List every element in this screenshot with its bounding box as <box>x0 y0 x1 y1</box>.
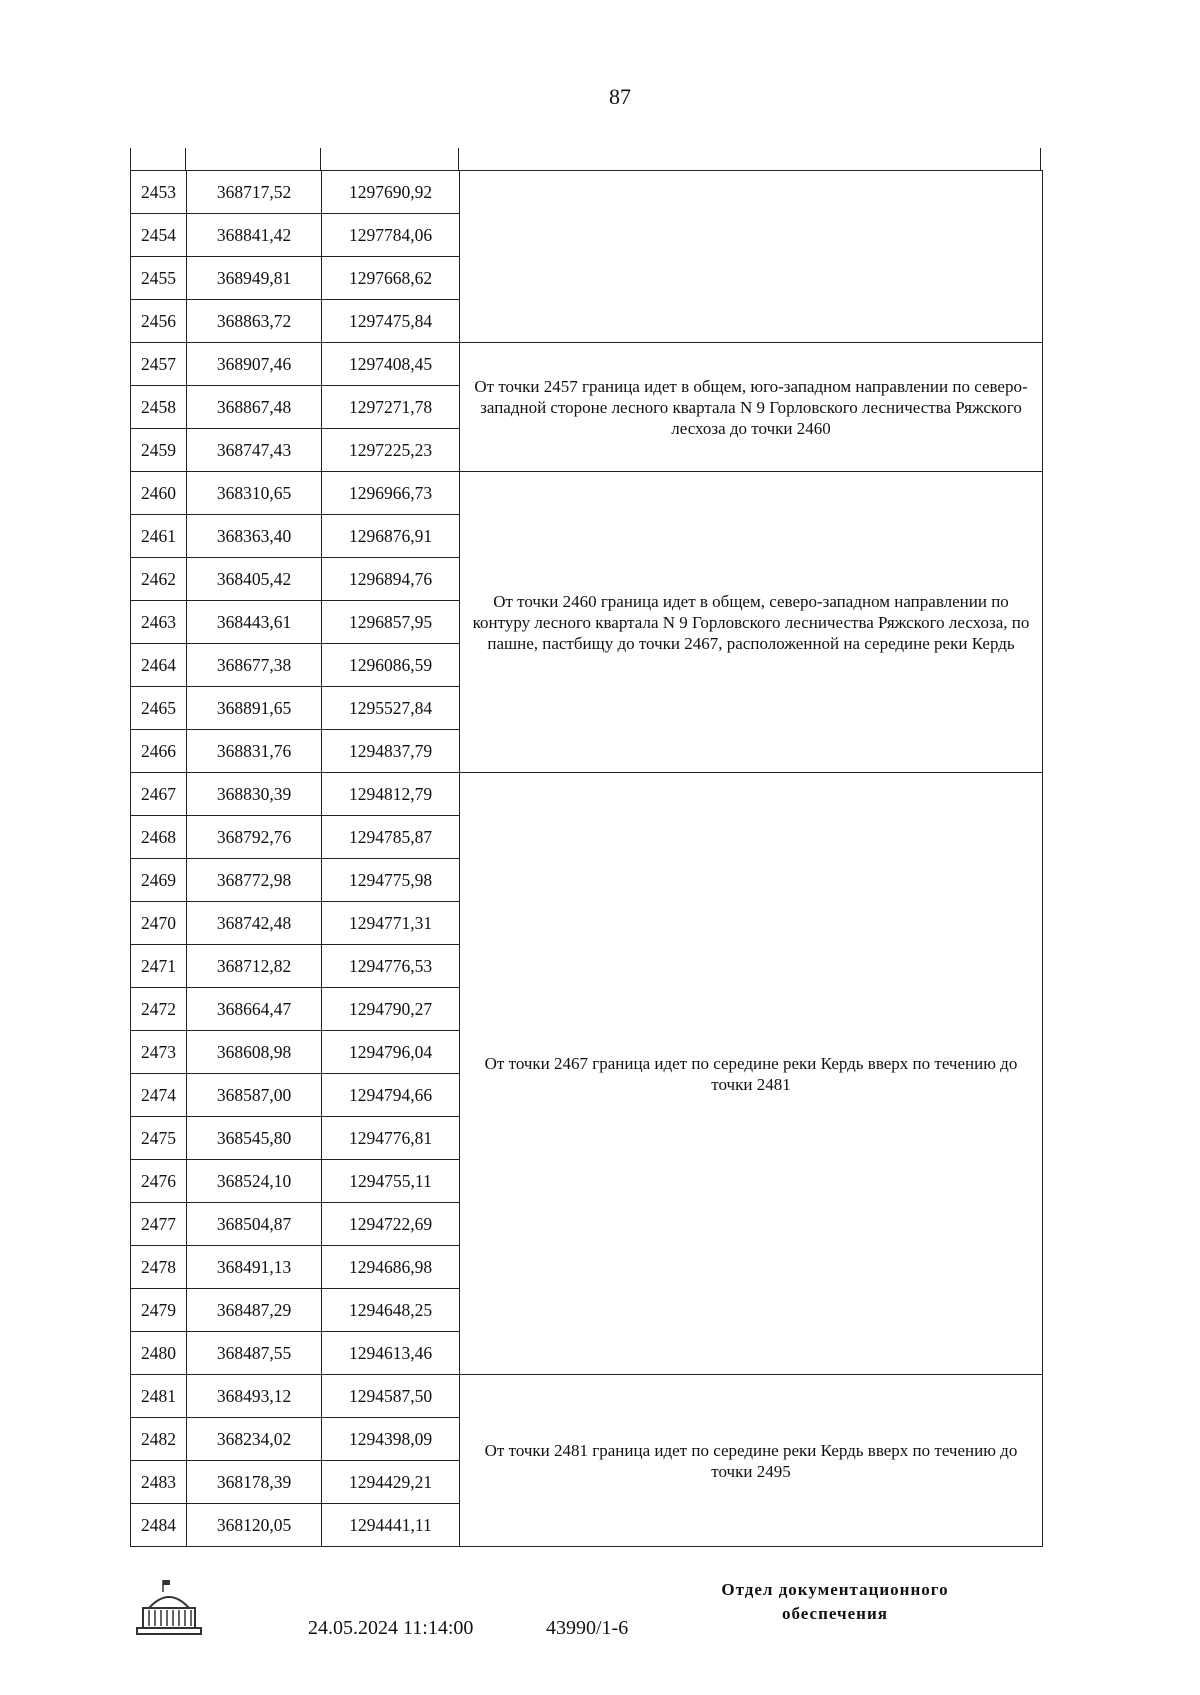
point-number-cell: 2459 <box>131 429 187 472</box>
x-coordinate-cell: 368608,98 <box>187 1031 322 1074</box>
point-number-cell: 2476 <box>131 1160 187 1203</box>
table-row <box>131 171 1043 214</box>
y-coordinate-cell: 1296894,76 <box>322 558 460 601</box>
footer-department <box>690 1578 980 1626</box>
x-coordinate-cell: 368310,65 <box>187 472 322 515</box>
point-number-cell: 2467 <box>131 773 187 816</box>
point-number-cell: 2470 <box>131 902 187 945</box>
boundary-description-cell: От точки 2457 граница идет в общем, юго-западном направлении по северо-западной стороне лесного квартала N 9 Горловского лесничества Ряжского лесхоза до точки 2460 <box>460 343 1043 472</box>
table-header-stub <box>130 148 131 170</box>
table-header-stub <box>1040 148 1041 170</box>
x-coordinate-cell: 368545,80 <box>187 1117 322 1160</box>
x-coordinate-cell: 368747,43 <box>187 429 322 472</box>
y-coordinate-cell: 1296086,59 <box>322 644 460 687</box>
y-coordinate-cell: 1297408,45 <box>322 343 460 386</box>
x-coordinate-cell: 368772,98 <box>187 859 322 902</box>
boundary-description-cell <box>460 171 1043 343</box>
table-row <box>131 472 1043 515</box>
table-header-stub <box>458 148 459 170</box>
x-coordinate-cell: 368742,48 <box>187 902 322 945</box>
point-number-cell: 2465 <box>131 687 187 730</box>
y-coordinate-cell: 1294686,98 <box>322 1246 460 1289</box>
table-row <box>131 1375 1043 1418</box>
y-coordinate-cell: 1297475,84 <box>322 300 460 343</box>
point-number-cell: 2454 <box>131 214 187 257</box>
duma-logo-icon <box>135 1578 203 1642</box>
y-coordinate-cell: 1297225,23 <box>322 429 460 472</box>
x-coordinate-cell: 368831,76 <box>187 730 322 773</box>
y-coordinate-cell: 1295527,84 <box>322 687 460 730</box>
point-number-cell: 2455 <box>131 257 187 300</box>
table-header-stub <box>320 148 321 170</box>
y-coordinate-cell: 1294587,50 <box>322 1375 460 1418</box>
point-number-cell: 2461 <box>131 515 187 558</box>
y-coordinate-cell: 1297271,78 <box>322 386 460 429</box>
y-coordinate-cell: 1297668,62 <box>322 257 460 300</box>
y-coordinate-cell: 1297784,06 <box>322 214 460 257</box>
y-coordinate-cell: 1294776,81 <box>322 1117 460 1160</box>
y-coordinate-cell: 1294790,27 <box>322 988 460 1031</box>
point-number-cell: 2483 <box>131 1461 187 1504</box>
point-number-cell: 2458 <box>131 386 187 429</box>
x-coordinate-cell: 368405,42 <box>187 558 322 601</box>
point-number-cell: 2466 <box>131 730 187 773</box>
point-number-cell: 2481 <box>131 1375 187 1418</box>
x-coordinate-cell: 368120,05 <box>187 1504 322 1547</box>
table-row <box>131 773 1043 816</box>
y-coordinate-cell: 1294429,21 <box>322 1461 460 1504</box>
point-number-cell: 2468 <box>131 816 187 859</box>
x-coordinate-cell: 368712,82 <box>187 945 322 988</box>
y-coordinate-cell: 1294613,46 <box>322 1332 460 1375</box>
x-coordinate-cell: 368717,52 <box>187 171 322 214</box>
table-header-stub <box>185 148 186 170</box>
point-number-cell: 2462 <box>131 558 187 601</box>
y-coordinate-cell: 1294722,69 <box>322 1203 460 1246</box>
footer-doc-number: 43990/1-6 <box>546 1617 629 1639</box>
y-coordinate-cell: 1294785,87 <box>322 816 460 859</box>
y-coordinate-cell: 1297690,92 <box>322 171 460 214</box>
point-number-cell: 2482 <box>131 1418 187 1461</box>
x-coordinate-cell: 368178,39 <box>187 1461 322 1504</box>
x-coordinate-cell: 368841,42 <box>187 214 322 257</box>
x-coordinate-cell: 368891,65 <box>187 687 322 730</box>
x-coordinate-cell: 368487,55 <box>187 1332 322 1375</box>
x-coordinate-cell: 368587,00 <box>187 1074 322 1117</box>
point-number-cell: 2469 <box>131 859 187 902</box>
point-number-cell: 2474 <box>131 1074 187 1117</box>
table-row <box>131 343 1043 386</box>
y-coordinate-cell: 1294648,25 <box>322 1289 460 1332</box>
y-coordinate-cell: 1294796,04 <box>322 1031 460 1074</box>
x-coordinate-cell: 368792,76 <box>187 816 322 859</box>
footer-department-line2: обеспечения <box>782 1604 888 1623</box>
x-coordinate-cell: 368491,13 <box>187 1246 322 1289</box>
y-coordinate-cell: 1294812,79 <box>322 773 460 816</box>
y-coordinate-cell: 1294837,79 <box>322 730 460 773</box>
y-coordinate-cell: 1294794,66 <box>322 1074 460 1117</box>
point-number-cell: 2453 <box>131 171 187 214</box>
y-coordinate-cell: 1296966,73 <box>322 472 460 515</box>
point-number-cell: 2480 <box>131 1332 187 1375</box>
point-number-cell: 2477 <box>131 1203 187 1246</box>
point-number-cell: 2460 <box>131 472 187 515</box>
point-number-cell: 2475 <box>131 1117 187 1160</box>
x-coordinate-cell: 368867,48 <box>187 386 322 429</box>
point-number-cell: 2471 <box>131 945 187 988</box>
y-coordinate-cell: 1294776,53 <box>322 945 460 988</box>
footer-department-line1: Отдел документационного <box>721 1580 949 1599</box>
y-coordinate-cell: 1294441,11 <box>322 1504 460 1547</box>
x-coordinate-cell: 368949,81 <box>187 257 322 300</box>
x-coordinate-cell: 368830,39 <box>187 773 322 816</box>
point-number-cell: 2472 <box>131 988 187 1031</box>
x-coordinate-cell: 368863,72 <box>187 300 322 343</box>
x-coordinate-cell: 368524,10 <box>187 1160 322 1203</box>
x-coordinate-cell: 368234,02 <box>187 1418 322 1461</box>
y-coordinate-cell: 1294755,11 <box>322 1160 460 1203</box>
x-coordinate-cell: 368487,29 <box>187 1289 322 1332</box>
y-coordinate-cell: 1296876,91 <box>322 515 460 558</box>
x-coordinate-cell: 368677,38 <box>187 644 322 687</box>
x-coordinate-cell: 368443,61 <box>187 601 322 644</box>
boundary-description-cell: От точки 2481 граница идет по середине реки Кердь вверх по течению до точки 2495 <box>460 1375 1043 1547</box>
x-coordinate-cell: 368907,46 <box>187 343 322 386</box>
point-number-cell: 2478 <box>131 1246 187 1289</box>
boundary-description-cell: От точки 2460 граница идет в общем, северо-западном направлении по контуру лесного квартала N 9 Горловского лесничества Ряжского лесхоза, по пашне, пастбищу до точки 2467, расположенной на середине реки Кердь <box>460 472 1043 773</box>
x-coordinate-cell: 368363,40 <box>187 515 322 558</box>
y-coordinate-cell: 1294771,31 <box>322 902 460 945</box>
y-coordinate-cell: 1294398,09 <box>322 1418 460 1461</box>
page-number: 87 <box>609 84 631 109</box>
point-number-cell: 2456 <box>131 300 187 343</box>
coordinates-table <box>130 170 1042 1547</box>
point-number-cell: 2479 <box>131 1289 187 1332</box>
y-coordinate-cell: 1294775,98 <box>322 859 460 902</box>
x-coordinate-cell: 368504,87 <box>187 1203 322 1246</box>
point-number-cell: 2464 <box>131 644 187 687</box>
boundary-description-cell: От точки 2467 граница идет по середине реки Кердь вверх по течению до точки 2481 <box>460 773 1043 1375</box>
x-coordinate-cell: 368493,12 <box>187 1375 322 1418</box>
footer-date: 24.05.2024 11:14:00 <box>308 1617 474 1639</box>
point-number-cell: 2484 <box>131 1504 187 1547</box>
y-coordinate-cell: 1296857,95 <box>322 601 460 644</box>
point-number-cell: 2463 <box>131 601 187 644</box>
x-coordinate-cell: 368664,47 <box>187 988 322 1031</box>
point-number-cell: 2473 <box>131 1031 187 1074</box>
point-number-cell: 2457 <box>131 343 187 386</box>
